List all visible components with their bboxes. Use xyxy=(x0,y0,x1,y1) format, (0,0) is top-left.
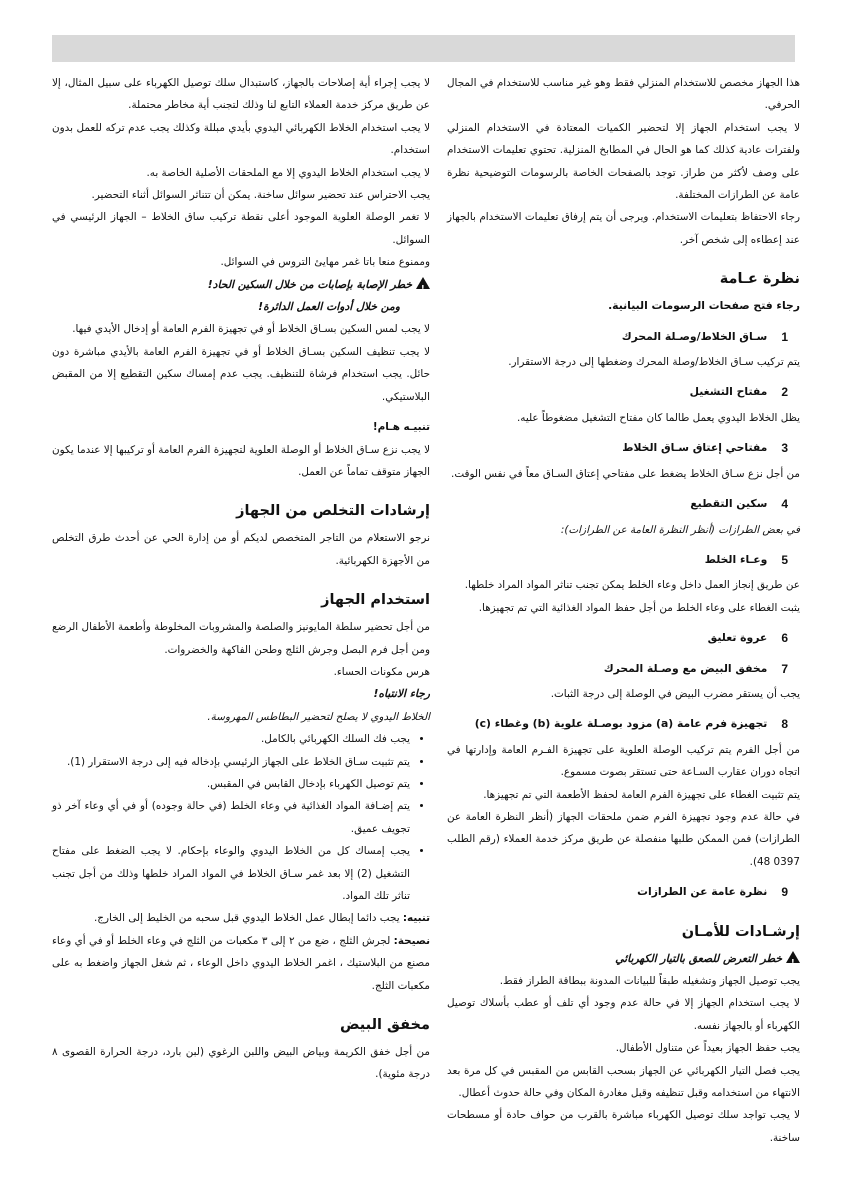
paragraph: نرجو الاستعلام من التاجر المتخصص لديكم أو من إدارة الحي عن أحدث طرق التخلص من الأجهزة الكهربائية. xyxy=(52,532,430,567)
item-title: عروة تعليق xyxy=(707,631,768,645)
paragraph: يجب الاحتراس عند تحضير سوائل ساخنة. يمكن أن تتناثر السوائل أثناء التحضير. xyxy=(91,189,430,202)
knife-warning-line2: ومن خلال أدوات العمل الدائرة! xyxy=(258,300,400,314)
item-number: 7 xyxy=(781,661,788,676)
paragraph: عن طريق إنجاز العمل داخل وعاء الخلط يمكن تجنب تناثر المواد المراد خلطها. xyxy=(464,579,800,592)
warning-text: خطر التعرض للصعق بالتيار الكهربائي xyxy=(615,951,782,965)
paragraph: وممنوع منعا باتا غمر مهايئ التروس في السوائل. xyxy=(220,256,430,269)
section-title-disposal: إرشادات التخلص من الجهاز xyxy=(236,503,430,520)
tip-paragraph xyxy=(52,930,430,997)
paragraph: لا يجب إجراء أية إصلاحات بالجهاز، كاستبدال سلك توصيل الكهرباء على سبيل المثال، إلا عن طريق مركز خدمة العملاء التابع لنا وذلك لتجنب أية مخاطر محتملة. xyxy=(52,77,430,112)
overview-item-heading xyxy=(447,549,800,571)
paragraph: يتم تثبيت الغطاء على تجهيزة الفرم العامة لحفظ الأطعمة التي تم تجهيزها. xyxy=(483,788,800,801)
overview-item-heading xyxy=(447,627,800,649)
paragraph: يتم تركيب سـاق الخلاط/وصلة المحرك وضغطها إلى درجة الاستقرار. xyxy=(508,356,800,369)
paragraph: لا يجب استخدام الخلاط اليدوي إلا مع الملحقات الأصلية الخاصة به. xyxy=(146,166,430,179)
section-title-overview: نظرة عـامة xyxy=(719,271,800,288)
overview-item-heading xyxy=(447,493,800,515)
left-column xyxy=(52,72,430,1086)
overview-item-heading xyxy=(447,881,800,903)
electric-shock-warning xyxy=(447,948,800,970)
item-number: 4 xyxy=(781,497,788,512)
paragraph: يظل الخلاط اليدوي يعمل طالما كان مفتاح التشغيل مضغوطاً عليه. xyxy=(516,411,800,424)
paragraph: يجب توصيل الجهاز وتشغيله طبقاً للبيانات المدونة ببطاقة الطراز فقط. xyxy=(499,975,800,987)
list-item: • يجب فك السلك الكهربائي بالكامل. xyxy=(52,728,410,750)
item-number: 6 xyxy=(781,631,788,646)
list-item: • يجب إمساك كل من الخلاط اليدوي والوعاء بإحكام. لا يجب الضغط على مفتاح التشغيل (2) إلا بعد غمر سـاق الخلاط في المواد المراد خلطها وذلك من أجل تجنب تناثر تلك المواد. xyxy=(52,840,410,907)
attention-text: الخلاط اليدوي لا يصلح لتحضير البطاطس المهروسة. xyxy=(207,710,430,723)
paragraph: لا يجب استخدام الخلاط الكهربائي اليدوي بأيدي مبللة وكذلك يجب عدم تركه للعمل بدون استخدام. xyxy=(52,121,430,157)
warning-triangle-icon xyxy=(786,951,800,963)
paragraph: لا يجب لمس السكين بسـاق الخلاط أو في تجهيزة الفرم العامة أو إدخال الأيدي فيها. xyxy=(72,323,430,336)
item-number: 1 xyxy=(781,329,788,344)
paragraph: يجب أن يستقر مضرب البيض في الوصلة إلى درجة الثبات. xyxy=(550,687,800,700)
paragraph: يثبت الغطاء على وعاء الخلط من أجل حفظ المواد الغذائية التي تم تجهيزها. xyxy=(478,601,800,614)
usage-steps-list xyxy=(52,728,430,907)
item-number: 9 xyxy=(781,885,788,900)
list-item: • يتم إضـافة المواد الغذائية في وعاء الخلط (في حالة وجوده) أو في أي وعاء آخر ذو تجويف عميق. xyxy=(52,795,410,840)
paragraph: لا تغمر الوصلة العلوية الموجود أعلى نقطة تركيب ساق الخلاط – الجهاز الرئيسي في السوائل. xyxy=(52,211,430,246)
item-title: تجهيزة فرم عامة (a) مزود بوصـلة علوية (b) وغطاء (c) xyxy=(474,717,768,731)
paragraph: هرس مكونات الحساء. xyxy=(333,665,430,678)
warning-text: خطر الإصابة بإصابات من خلال السكين الحاد! xyxy=(207,277,412,291)
paragraph: لا يجب استخدام الجهاز إلا في حالة عدم وجود أي تلف أو عطب بأسلاك توصيل الكهرباء أو بالجهاز نفسه. xyxy=(447,997,800,1032)
item-number: 8 xyxy=(781,717,788,732)
note-text: يجب دائما إبطال عمل الخلاط اليدوي قبل سحبه من الخليط إلى الخارج. xyxy=(94,912,403,925)
page-header-bar xyxy=(52,35,795,62)
paragraph: من أجل الفرم يتم تركيب الوصلة العلوية على تجهيزة الفـرم العامة وإدارتها في اتجاه دوران عقارب السـاعة حتى تستقر بصوت مسموع. xyxy=(447,743,800,779)
item-title: وعـاء الخلط xyxy=(704,552,768,566)
paragraph: هذا الجهاز مخصص للاستخدام المنزلي فقط وهو غير مناسب للاستخدام في المجال الحرفي. xyxy=(447,77,800,112)
tip-text: لجرش الثلج ، ضع من ٢ إلى ٣ مكعبات من الثلج في وعاء الخلط أو في أي وعاء مصنع من البلاستيك ، اغمر الخلاط اليدوي داخل الوعاء ، ثم شغل الجهاز واضغط به على مكعبات الثلج. xyxy=(52,934,430,992)
paragraph: من أجل نزع سـاق الخلاط يضغط على مفتاحي إعتاق السـاق معاً في نفس الوقت. xyxy=(451,467,800,480)
paragraph: من أجل تحضير سلطة المايونيز والصلصة والمشروبات المخلوطة وأطعمة الأطفال الرضع ومن أجل فرم البصل وجرش الثلج وطحن الفاكهة والخضروات. xyxy=(52,621,430,656)
item-number: 3 xyxy=(781,441,788,456)
paragraph: يجب حفظ الجهاز بعيداً عن متناول الأطفال. xyxy=(615,1042,800,1055)
item-number: 2 xyxy=(781,385,788,400)
paragraph: في بعض الطرازات (أنظر النظرة العامة عن الطرازات): xyxy=(560,523,800,536)
item-title: نظرة عامة عن الطرازات xyxy=(637,885,768,899)
paragraph: يجب فصل التيار الكهربائي عن الجهاز بسحب القابس من المقبس في كل مرة بعد الانتهاء من استخدامه وقبل تنظيفه وقبل مغادرة المكان وفي حالة حدوث أعطال. xyxy=(447,1064,800,1100)
overview-item-heading xyxy=(447,437,800,459)
paragraph: لا يجب تنظيف السكين بسـاق الخلاط أو في تجهيزة الفرم العامة بالأيدي مباشرة دون حائل. يجب استخدام فرشاة للتنظيف. يجب عدم إمساك سكين التقطيع إلا من المقبض البلاستيكي. xyxy=(52,345,430,403)
overview-item-heading xyxy=(447,658,800,680)
section-title-usage: استخدام الجهاز xyxy=(321,592,430,609)
item-title: مفتاحي إعتاق سـاق الخلاط xyxy=(622,441,768,455)
item-title: مفتاح التشغيل xyxy=(689,385,768,399)
paragraph: رجاء الاحتفاظ بتعليمات الاستخدام. ويرجى أن يتم إرفاق تعليمات الاستخدام بالجهاز عند إعطاءه إلى شخص آخر. xyxy=(447,211,800,246)
paragraph: لا يجب تواجد سلك توصيل الكهرباء مباشرة بالقرب من حواف حادة أو مسطحات ساخنة. xyxy=(447,1109,800,1144)
note-label: تنبيه: xyxy=(402,912,430,925)
right-column xyxy=(447,72,800,1149)
tip-label: نصيحة: xyxy=(393,934,430,947)
item-title: سـاق الخلاط/وصـلة المحرك xyxy=(621,329,768,343)
section-title-safety: إرشـادات للأمـان xyxy=(681,923,800,940)
warning-triangle-icon xyxy=(416,277,430,289)
section-title-whisk: مخفق البيض xyxy=(339,1017,430,1034)
overview-item-heading xyxy=(447,326,800,348)
item-title: مخفق البيض مع وصـلة المحرك xyxy=(603,661,768,675)
list-item: • يتم تثبيت سـاق الخلاط على الجهاز الرئيسي بإدخاله فيه إلى درجة الاستقرار (1). xyxy=(52,751,410,773)
item-title: سكين التقطيع xyxy=(690,497,768,511)
overview-item-heading xyxy=(447,713,800,735)
paragraph: لا يجب استخدام الجهاز إلا لتحضير الكميات المعتادة في الاستخدام المنزلي ولفترات عادية كذلك كما هو الحال في المطابخ المنزلية. تحتوي تعليمات الاستخدام على وصف لأكثر من طراز. توجد بالصفحات الخاصة بالرسومات التوضيحية نظرة عامة عن الطرازات المختلفة. xyxy=(447,121,800,202)
paragraph: في حالة عدم وجود تجهيزة الفرم ضمن ملحقات الجهاز (أنظر النظرة العامة عن الطرازات) فمن الممكن طلبها منفصلة عن طريق مركز خدمة العملاء (رقم الطلب 0397 48). xyxy=(447,810,800,868)
important-note-title: تنبيـه هـام! xyxy=(372,421,430,434)
knife-warning xyxy=(52,274,430,296)
item-number: 5 xyxy=(781,552,788,567)
note-paragraph xyxy=(52,907,430,929)
paragraph: لا يجب نزع سـاق الخلاط أو الوصلة العلوية لتجهيزة الفرم العامة أو تركيبها إلا عندما يكون الجهاز متوقف تماماً عن العمل. xyxy=(52,443,430,478)
list-item: • يتم توصيل الكهرباء بإدخال القابس في المقبس. xyxy=(52,773,410,795)
overview-subtitle: رجاء فتح صفحات الرسومات البيانية. xyxy=(608,299,800,313)
paragraph: من أجل خفق الكريمة وبياض البيض واللبن الرغوي (لبن بارد، درجة الحرارة القصوى ٨ درجة مئوية). xyxy=(52,1046,430,1081)
attention-title: رجاء الانتباه! xyxy=(373,687,430,701)
overview-item-heading xyxy=(447,381,800,403)
